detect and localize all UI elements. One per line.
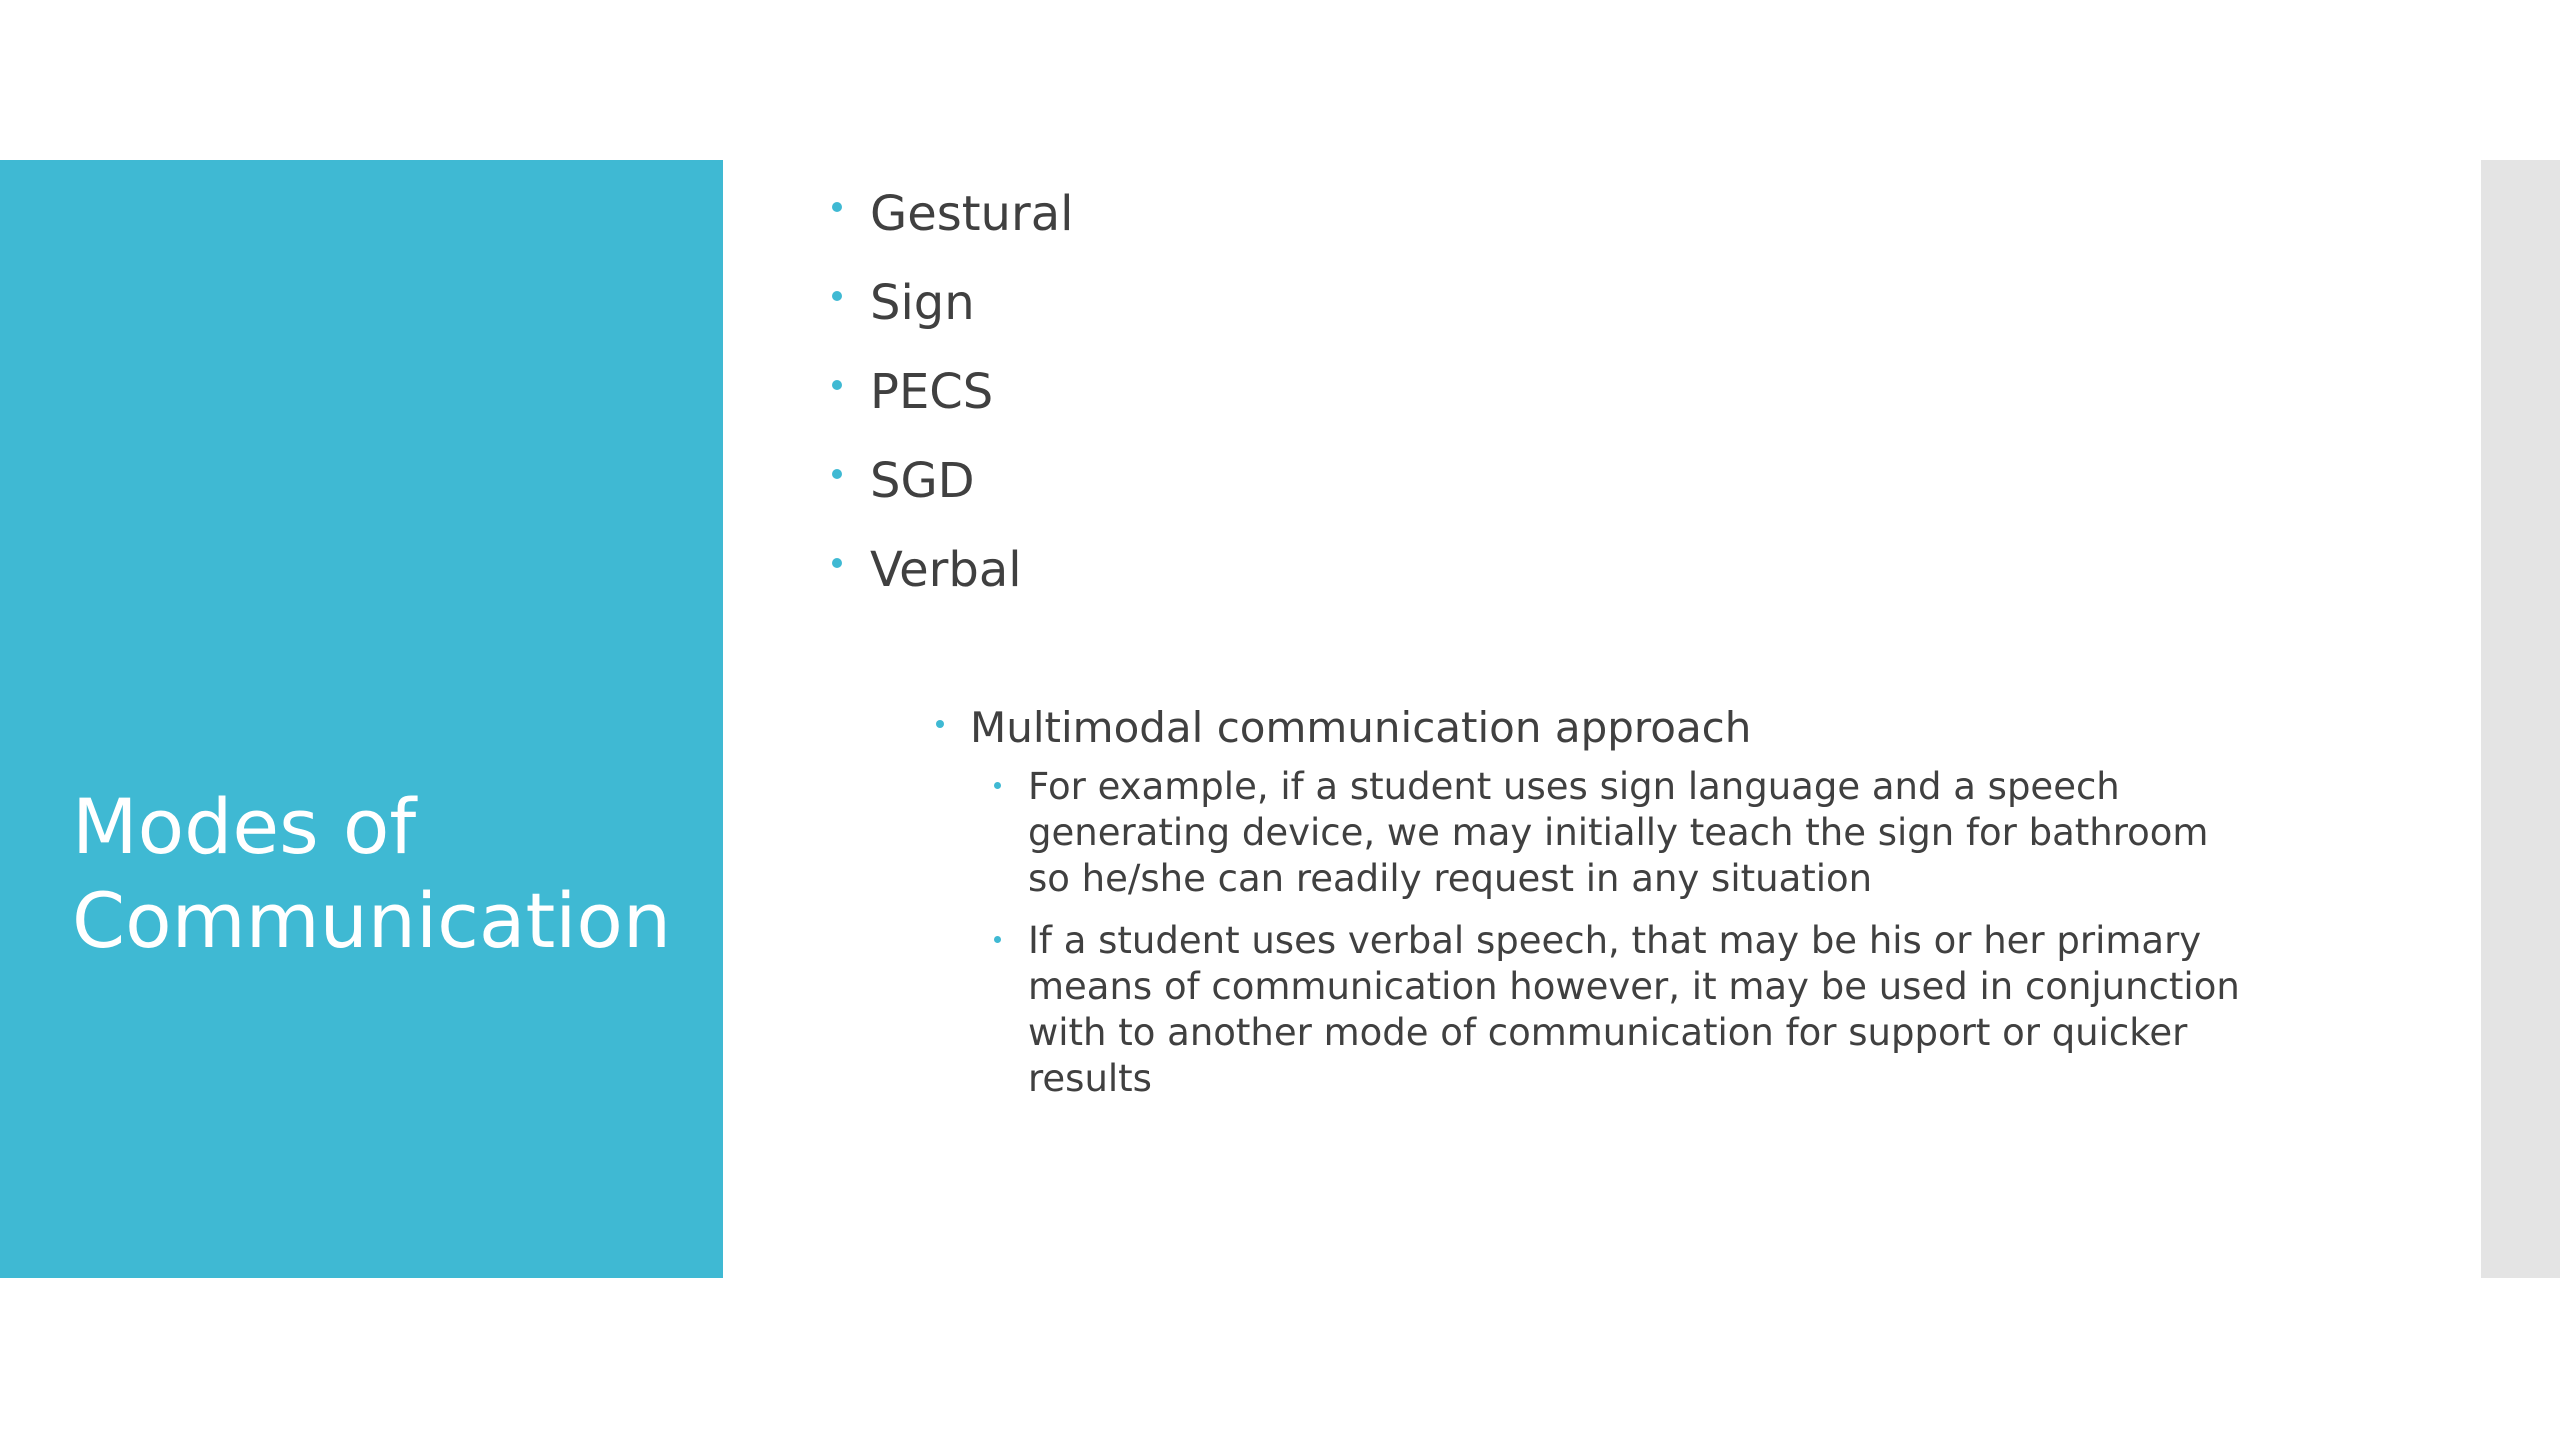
bullet-text: SGD (870, 453, 975, 509)
bullet-text: PECS (870, 364, 994, 420)
sub-sub-bullet-text: If a student uses verbal speech, that may be his or her primary means of communication however, it may be used in conjunction with to another mode of communication for support or quicker results (1028, 919, 2240, 1100)
bullet-dot-icon (832, 380, 842, 390)
main-bullet-list (828, 180, 2328, 604)
bullet-sign (828, 269, 2328, 337)
bullet-dot-icon (936, 720, 944, 728)
bullet-dot-icon (832, 469, 842, 479)
bullet-sgd (828, 447, 2328, 515)
sub-sub-bullet-list (990, 764, 2328, 1102)
bullet-pecs (828, 358, 2328, 426)
bullet-dot-icon (994, 782, 1001, 789)
bullet-gestural (828, 180, 2328, 248)
bullet-dot-icon (994, 936, 1001, 943)
sub-bullet-section (932, 700, 2328, 1102)
bullet-dot-icon (832, 558, 842, 568)
bullet-text: Gestural (870, 186, 1074, 242)
sub-sub-bullet-example-sign (990, 764, 2258, 902)
bullet-dot-icon (832, 202, 842, 212)
sub-bullet-text: Multimodal communication approach (970, 703, 1752, 752)
sub-sub-bullet-example-verbal (990, 918, 2258, 1102)
sub-bullet-multimodal (932, 700, 2328, 756)
slide-title: Modes of Communication (72, 782, 672, 965)
right-gray-strip (2481, 160, 2560, 1278)
bullet-verbal (828, 536, 2328, 604)
bullet-text: Sign (870, 275, 975, 331)
title-panel (0, 160, 723, 1278)
slide-content (828, 180, 2328, 1118)
sub-sub-bullet-text: For example, if a student uses sign language and a speech generating device, we may initially teach the sign for bathroom so he/she can readily request in any situation (1028, 765, 2209, 900)
bullet-dot-icon (832, 291, 842, 301)
sub-bullet-list (932, 700, 2328, 756)
bullet-text: Verbal (870, 542, 1022, 598)
